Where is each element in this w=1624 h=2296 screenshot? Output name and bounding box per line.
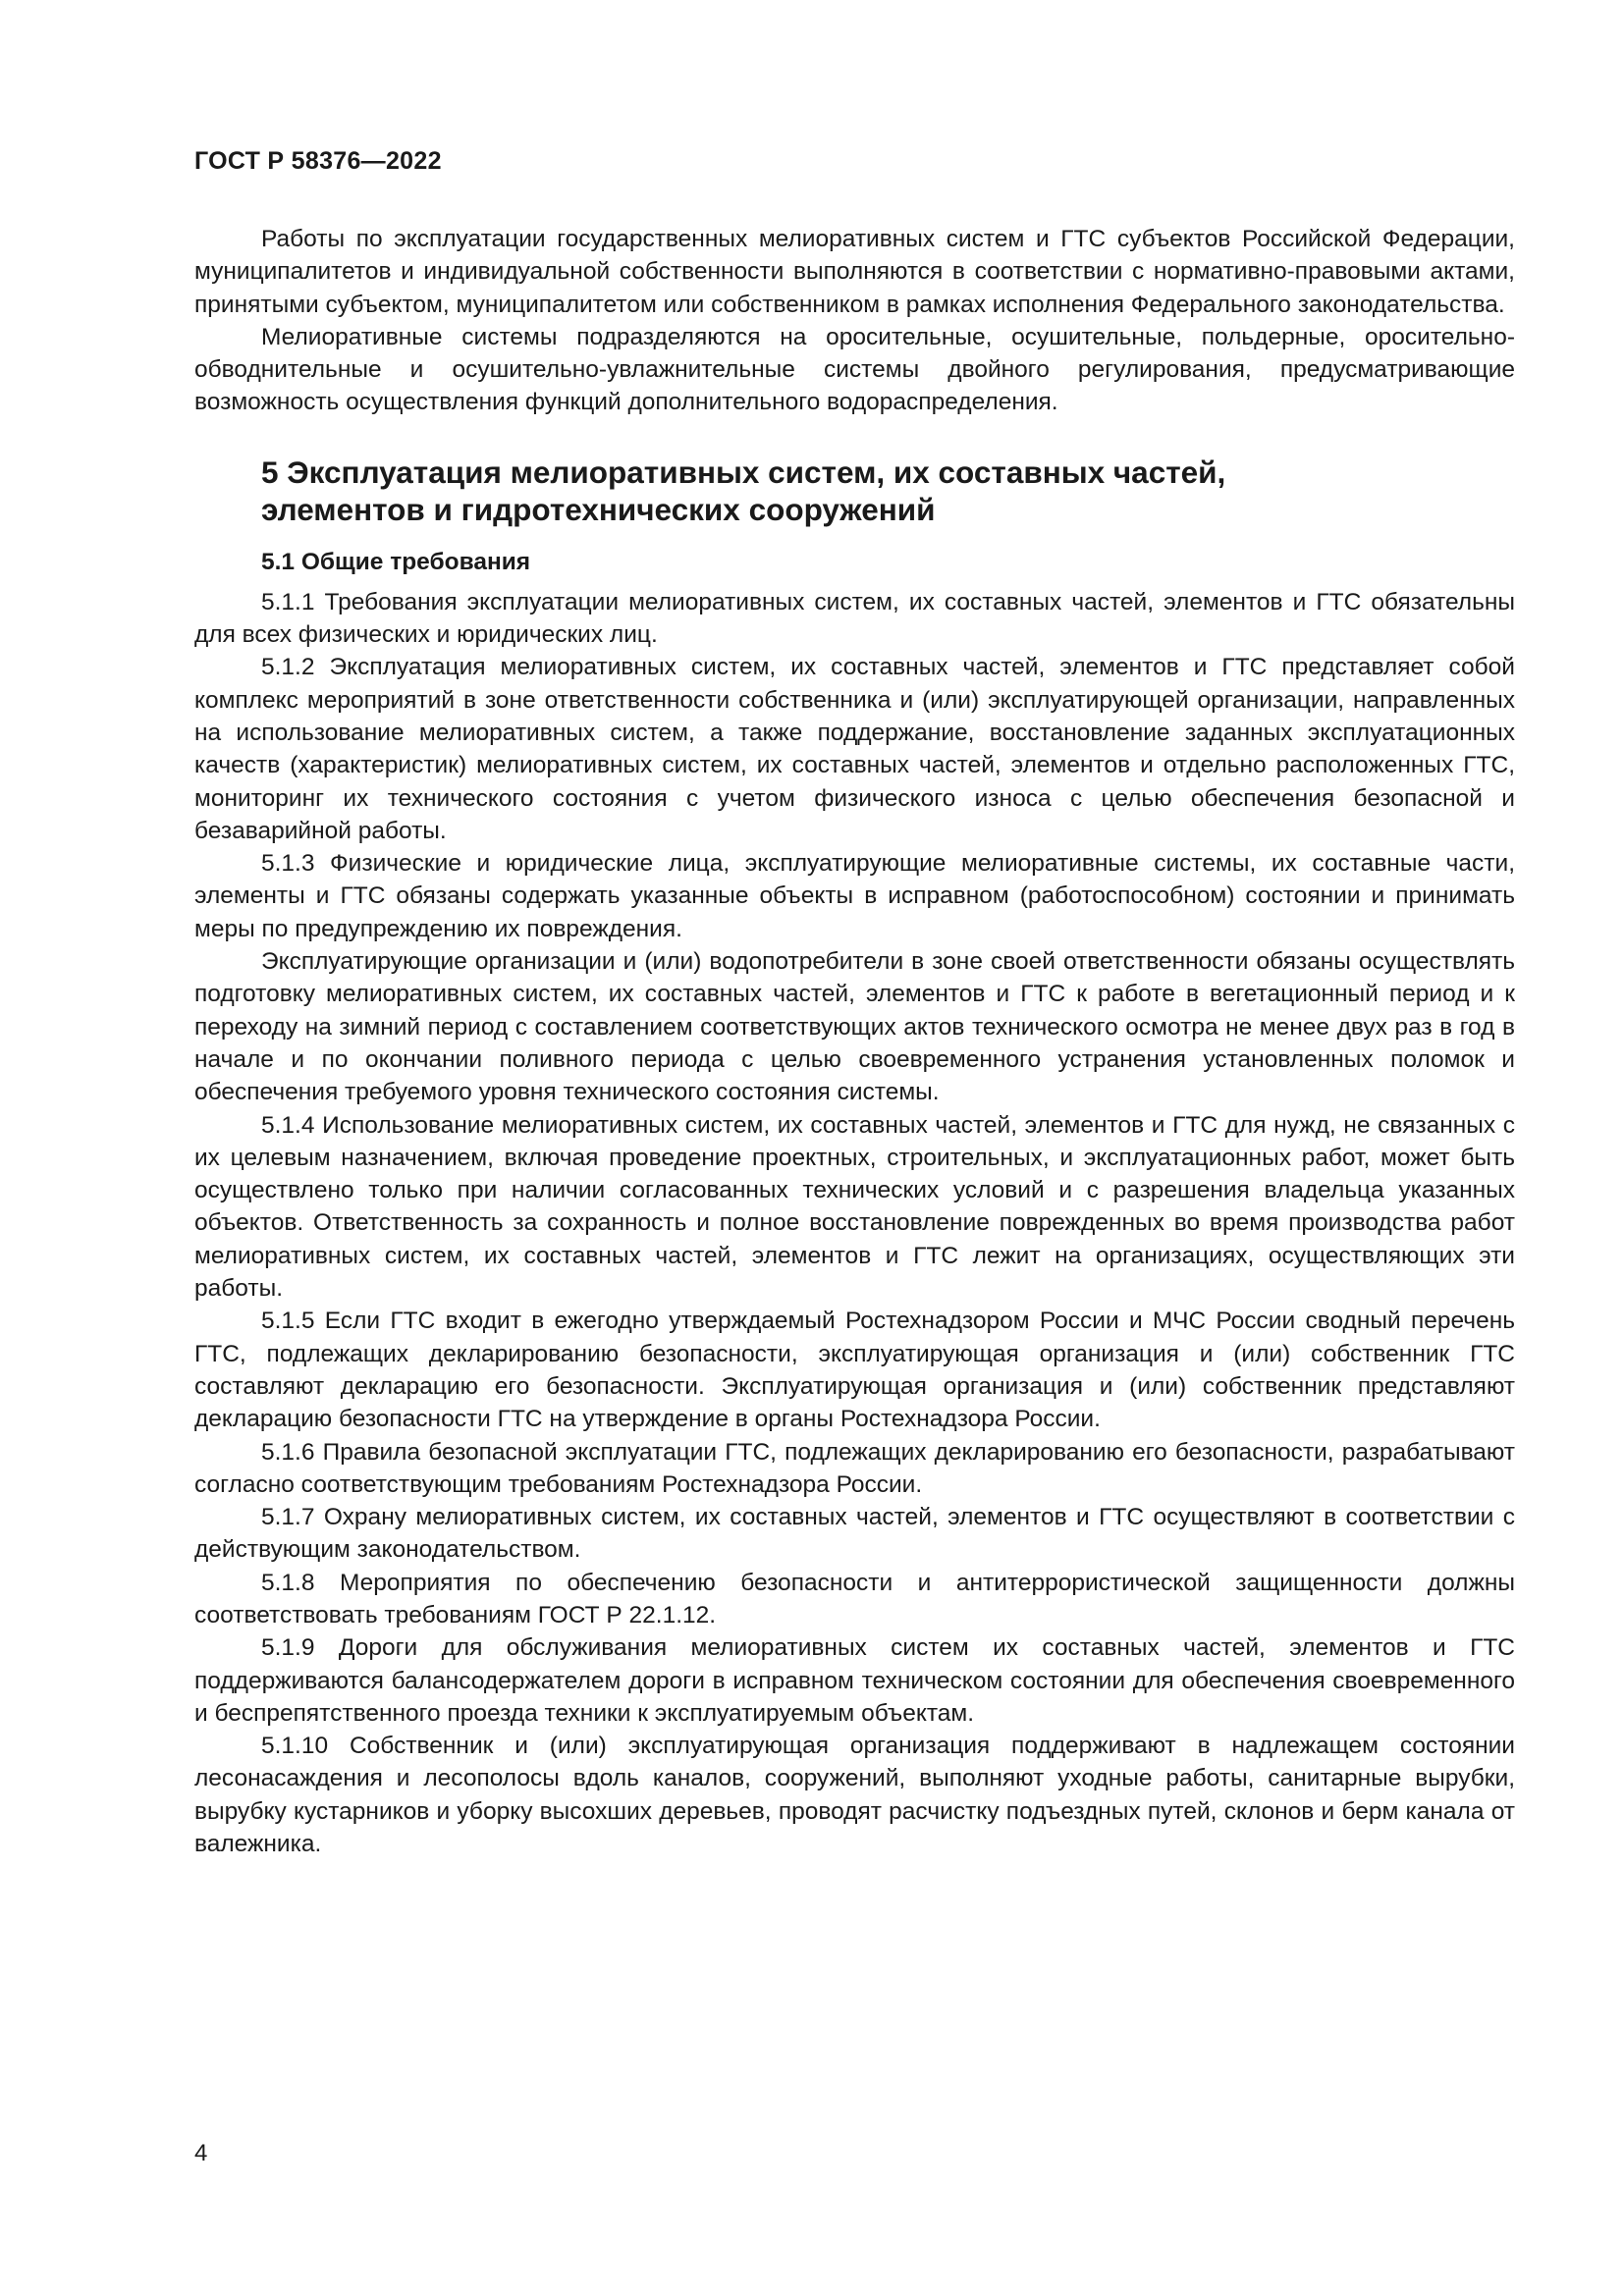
document-code: ГОСТ Р 58376—2022 [194, 147, 442, 175]
clause-5-1-7: 5.1.7 Охрану мелиоративных систем, их составных частей, элементов и ГТС осуществляют в соответствии с действующим законодательством. [194, 1504, 1515, 1564]
section-title-line-2: элементов и гидротехнических сооружений [261, 491, 936, 527]
clause-5-1-8: 5.1.8 Мероприятия по обеспечению безопасности и антитеррористической защищенности должны соответствовать требованиям ГОСТ Р 22.1.12. [194, 1569, 1515, 1629]
clause-5-1-9: 5.1.9 Дороги для обслуживания мелиоративных систем их составных частей, элементов и ГТС поддерживаются балансодержателем дороги в исправном техническом состоянии для обеспечения своевременного и беспрепятственного проезда техники к эксплуатируемым объектам. [194, 1634, 1515, 1727]
section-title [194, 454, 1515, 528]
clause-5-1-4: 5.1.4 Использование мелиоративных систем, их составных частей, элементов и ГТС для нужд, не связанных с их целевым назначением, включая проведение проектных, строительных, и эксплуатационных работ, может быть осуществлено только при наличии согласованных технических условий и с разрешения владельца указанных объектов. Ответственность за сохранность и полное восстановление поврежденных во время производства работ мелиоративных систем, их составных частей, элементов и ГТС лежит на организациях, осуществляющих эти работы. [194, 1111, 1515, 1303]
page-content [194, 223, 1515, 1860]
clause-5-1-5: 5.1.5 Если ГТС входит в ежегодно утверждаемый Ростехнадзором России и МЧС России сводный перечень ГТС, подлежащих декларированию безопасности, эксплуатирующая организация и (или) собственник ГТС составляют декларацию его безопасности. Эксплуатирующая организация и (или) собственник представляют декларацию безопасности ГТС на утверждение в органы Ростехнадзора России. [194, 1308, 1515, 1433]
clause-5-1-6: 5.1.6 Правила безопасной эксплуатации ГТС, подлежащих декларированию его безопасности, разрабатывают согласно соответствующим требованиям Ростехнадзора России. [194, 1438, 1515, 1498]
page-number: 4 [194, 2140, 208, 2166]
subsection-title: 5.1 Общие требования [261, 548, 531, 575]
clause-5-1-2: 5.1.2 Эксплуатация мелиоративных систем, их составных частей, элементов и ГТС представляет собой комплекс мероприятий в зоне ответственности собственника и (или) эксплуатирующей организации, направленных на использование мелиоративных систем, а также поддержание, восстановление заданных эксплуатационных качеств (характеристик) мелиоративных систем, их составных частей, элементов и отдельно расположенных ГТС, мониторинг их технического состояния с учетом физического износа с целью обеспечения безопасной и безаварийной работы. [194, 654, 1515, 844]
section-title-line-1: 5 Эксплуатация мелиоративных систем, их составных частей, [261, 454, 1226, 490]
clause-5-1-3-continuation: Эксплуатирующие организации и (или) водопотребители в зоне своей ответственности обязаны осуществлять подготовку мелиоративных систем, их составных частей, элементов и ГТС к работе в вегетационный период и к переходу на зимний период с составлением соответствующих актов технического осмотра не менее двух раз в год в начале и по окончании поливного периода с целью своевременного устранения установленных поломок и обеспечения требуемого уровня технического состояния системы. [194, 948, 1515, 1106]
clause-5-1-3: 5.1.3 Физические и юридические лица, эксплуатирующие мелиоративные системы, их составные части, элементы и ГТС обязаны содержать указанные объекты в исправном (работоспособном) состоянии и принимать меры по предупреждению их повреждения. [194, 850, 1515, 942]
paragraph-intro-2: Мелиоративные системы подразделяются на оросительные, осушительные, польдерные, оросительно-обводнительные и осушительно-увлажнительные системы двойного регулирования, предусматривающие возможность осуществления функций дополнительного водораспределения. [194, 323, 1515, 416]
clause-5-1-1: 5.1.1 Требования эксплуатации мелиоративных систем, их составных частей, элементов и ГТС обязательны для всех физических и юридических лиц. [194, 588, 1515, 649]
paragraph-intro-1: Работы по эксплуатации государственных мелиоративных систем и ГТС субъектов Российской Федерации, муниципалитетов и индивидуальной собственности выполняются в соответствии с нормативно-правовыми актами, принятыми субъектом, муниципалитетом или собственником в рамках исполнения Федерального законодательства. [194, 226, 1515, 318]
clause-5-1-10: 5.1.10 Собственник и (или) эксплуатирующая организация поддерживают в надлежащем состоянии лесонасаждения и лесополосы вдоль каналов, сооружений, выполняют уходные работы, санитарные вырубки, вырубку кустарников и уборку высохших деревьев, проводят расчистку подъездных путей, склонов и берм канала от валежника. [194, 1733, 1515, 1858]
